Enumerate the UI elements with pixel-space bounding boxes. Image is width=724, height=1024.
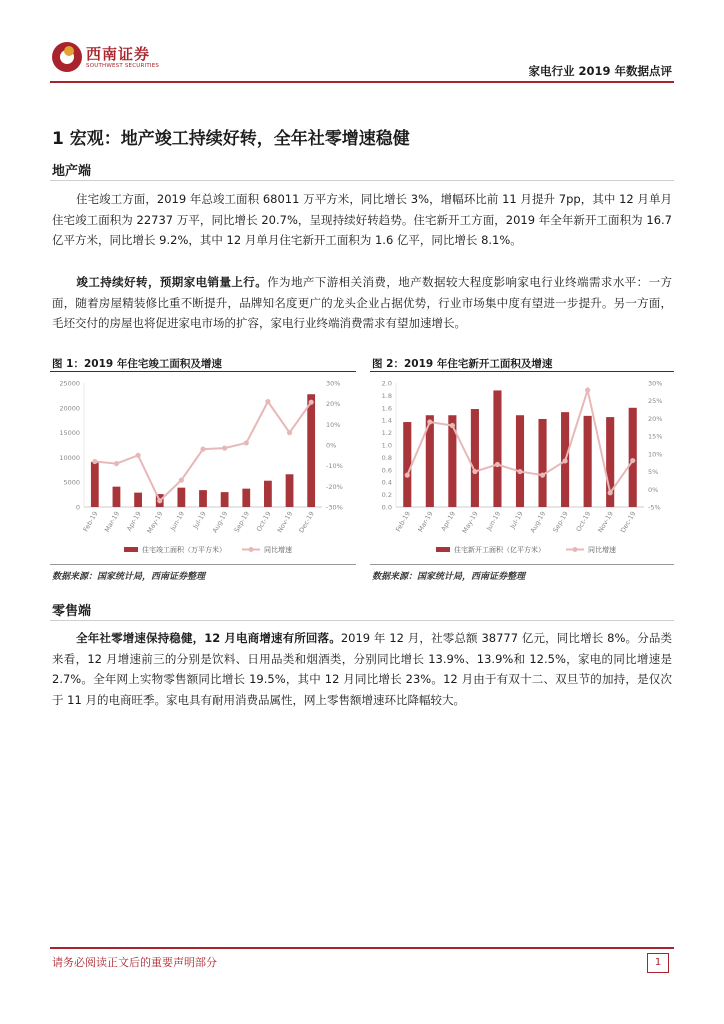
- legend-line-label: 同比增速: [264, 546, 292, 554]
- y-right-tick-label: 0%: [326, 441, 337, 450]
- x-tick-label: Sep-19: [551, 510, 570, 534]
- line-point: [309, 400, 314, 405]
- paragraph-lead: 全年社零增速保持稳健，12 月电商增速有所回落。: [76, 631, 341, 645]
- y-right-tick-label: -30%: [326, 503, 343, 512]
- line-point: [540, 473, 545, 478]
- real-estate-heading: 地产端: [52, 164, 92, 179]
- line-point: [450, 423, 455, 428]
- x-tick-label: Oct-19: [254, 510, 273, 533]
- bar-mark: [471, 409, 479, 507]
- x-tick-label: Jul-19: [508, 510, 525, 530]
- y-right-tick-label: 30%: [648, 379, 663, 388]
- y-right-tick-label: 15%: [648, 432, 663, 441]
- company-logo: [52, 42, 172, 76]
- legend-line-point: [249, 547, 254, 552]
- y-left-tick-label: 0: [75, 503, 80, 512]
- legend-bar-label: 住宅新开工面积（亿平方米）: [454, 546, 545, 554]
- legend-line-point: [573, 547, 578, 552]
- bar-mark: [286, 474, 294, 507]
- y-left-tick-label: 10000: [59, 453, 80, 462]
- legend-bar-swatch: [436, 547, 450, 552]
- line-point: [92, 459, 97, 464]
- y-left-tick-label: 2.0: [381, 379, 392, 388]
- paragraph-lead: 竣工持续好转，预期家电销量上行。: [76, 275, 268, 289]
- line-point: [157, 498, 162, 503]
- line-point: [265, 399, 270, 404]
- x-tick-label: Feb-19: [394, 510, 413, 534]
- y-left-tick-label: 1.8: [381, 391, 392, 400]
- y-right-tick-label: 5%: [648, 468, 659, 477]
- retail-paragraph: 全年社零增速保持稳健，12 月电商增速有所回落。2019 年 12 月，社零总额 38777 亿元，同比增长 8%。分品类来看，12 月增速前三的分别是饮料、日用品类和烟酒类，分别同比增长 13.9%、13.9%和 12.5%，家电的同比增速是 2.7%。全年网上实物零售额同比增长 19.5%，其中 12 月同比增长 23%。12 月由于有双十二、双旦节的加持，是仅次于 11 月的电商旺季。家电具有耐用消费品属性，网上零售额增速环比降幅较大。: [52, 631, 672, 707]
- line-point: [114, 461, 119, 466]
- real-estate-paragraph-2: 竣工持续好转，预期家电销量上行。作为地产下游相关消费，地产数据较大程度影响家电行业终端需求水平：一方面，随着房屋精装修比重不断提升，品牌知名度更广的龙头企业占据优势，行业市场集中度有望进一步提升。另一方面，毛坯交付的房屋也将促进家电市场的扩容，家电行业终端消费需求有望加速增长。: [52, 275, 672, 330]
- header-divider: [50, 81, 674, 83]
- bar-mark: [134, 493, 142, 507]
- figure-1-bottom-rule: [50, 564, 356, 565]
- y-left-tick-label: 0.6: [381, 466, 392, 475]
- x-tick-label: Apr-19: [439, 510, 458, 533]
- line-point: [222, 446, 227, 451]
- y-right-tick-label: -10%: [326, 462, 343, 471]
- y-right-tick-label: -5%: [648, 503, 661, 512]
- x-tick-label: Jun-19: [168, 510, 187, 532]
- line-point: [472, 469, 477, 474]
- x-tick-label: Aug-19: [210, 510, 230, 535]
- y-left-tick-label: 0.2: [381, 491, 392, 500]
- figure-1-title: 图 1：2019 年住宅竣工面积及增速: [52, 358, 222, 370]
- x-tick-label: May-19: [145, 510, 165, 535]
- x-tick-label: Dec-19: [297, 510, 316, 535]
- y-right-tick-label: 10%: [648, 450, 663, 459]
- x-tick-label: Nov-19: [275, 510, 295, 535]
- line-point: [427, 419, 432, 424]
- bar-mark: [199, 490, 207, 507]
- y-right-tick-label: 20%: [648, 414, 663, 423]
- legend-line-label: 同比增速: [588, 546, 616, 554]
- y-left-tick-label: 5000: [63, 478, 80, 487]
- figure-2-title: 图 2：2019 年住宅新开工面积及增速: [372, 358, 553, 370]
- logo-mark-icon: [52, 42, 82, 72]
- heading-divider: [50, 620, 674, 621]
- y-left-tick-label: 0.4: [381, 478, 392, 487]
- y-right-tick-label: 30%: [326, 379, 341, 388]
- y-right-tick-label: -20%: [326, 482, 343, 491]
- x-tick-label: Mar-19: [103, 510, 122, 534]
- x-tick-label: Jun-19: [484, 510, 503, 532]
- y-left-tick-label: 25000: [59, 379, 80, 388]
- bar-mark: [242, 489, 250, 507]
- line-point: [135, 453, 140, 458]
- x-tick-label: May-19: [460, 510, 480, 535]
- figure-2-bottom-rule: [370, 564, 674, 565]
- figure-1-source: 数据来源：国家统计局，西南证券整理: [52, 572, 206, 582]
- x-tick-label: Aug-19: [528, 510, 548, 535]
- bar-mark: [113, 487, 121, 507]
- line-point: [562, 458, 567, 463]
- heading-divider: [50, 180, 674, 181]
- x-tick-label: Mar-19: [416, 510, 435, 534]
- line-point: [179, 478, 184, 483]
- figure-2-chart: [370, 374, 674, 564]
- x-tick-label: Jul-19: [191, 510, 208, 530]
- y-left-tick-label: 1.0: [381, 441, 392, 450]
- bar-mark: [493, 390, 501, 507]
- bar-mark: [221, 492, 229, 507]
- x-tick-label: Dec-19: [618, 510, 638, 535]
- y-left-tick-label: 1.4: [381, 416, 392, 425]
- bar-mark: [177, 488, 185, 507]
- line-point: [585, 387, 590, 392]
- line-point: [517, 469, 522, 474]
- disclaimer-note: 请务必阅读正文后的重要声明部分: [52, 956, 217, 969]
- y-right-tick-label: 10%: [326, 420, 341, 429]
- y-left-tick-label: 20000: [59, 404, 80, 413]
- bar-mark: [516, 415, 524, 507]
- y-left-tick-label: 0.8: [381, 453, 392, 462]
- x-tick-label: Apr-19: [125, 510, 143, 533]
- line-point: [287, 430, 292, 435]
- legend-bar-swatch: [124, 547, 138, 552]
- line-point: [630, 458, 635, 463]
- footer-divider: [50, 947, 674, 949]
- real-estate-paragraph-1: 住宅竣工方面，2019 年总竣工面积 68011 万平方米，同比增长 3%，增幅环比前 11 月提升 7pp，其中 12 月单月住宅竣工面积为 22737 万平，同比增长 20.7%，呈现持续好转趋势。住宅新开工方面，2019 年全年新开工面积为 16.7 亿平方米，同比增长 9.2%，其中 12 月单月住宅新开工面积为 1.6 亿平，同比增长 8.1%。: [52, 192, 672, 247]
- line-point: [608, 490, 613, 495]
- bar-mark: [264, 481, 272, 507]
- x-tick-label: Feb-19: [81, 510, 100, 534]
- line-point: [244, 440, 249, 445]
- y-right-tick-label: 25%: [648, 397, 663, 406]
- x-tick-label: Nov-19: [596, 510, 615, 535]
- logo-cn-text: 西南证券: [86, 45, 151, 63]
- line-point: [495, 462, 500, 467]
- bar-mark: [91, 462, 99, 507]
- bar-mark: [538, 419, 546, 507]
- line-point: [405, 473, 410, 478]
- figure-2-top-rule: [370, 371, 674, 372]
- y-left-tick-label: 1.6: [381, 404, 392, 413]
- y-left-tick-label: 0.0: [381, 503, 392, 512]
- legend-bar-label: 住宅竣工面积（万平方米）: [142, 546, 226, 554]
- bar-mark: [403, 422, 411, 507]
- figure-1-chart: [50, 374, 356, 564]
- figure-2-source: 数据来源：国家统计局，西南证券整理: [372, 572, 526, 582]
- x-tick-label: Sep-19: [232, 510, 252, 534]
- bar-mark: [307, 394, 315, 507]
- retail-heading: 零售端: [52, 604, 92, 619]
- y-right-tick-label: 0%: [648, 485, 659, 494]
- logo-en-text: SOUTHWEST SECURITIES: [86, 63, 160, 69]
- report-header-title: 家电行业 2019 年数据点评: [528, 64, 672, 78]
- x-tick-label: Oct-19: [574, 510, 593, 533]
- figure-1-top-rule: [50, 371, 356, 372]
- y-right-tick-label: 20%: [326, 400, 341, 409]
- page-number: 1: [647, 953, 669, 973]
- bar-mark: [584, 416, 592, 507]
- section-title: 1 宏观：地产竣工持续好转，全年社零增速稳健: [52, 129, 410, 149]
- line-point: [200, 447, 205, 452]
- y-left-tick-label: 1.2: [381, 429, 392, 438]
- bar-mark: [448, 415, 456, 507]
- y-left-tick-label: 15000: [59, 429, 80, 438]
- bar-mark: [629, 408, 637, 507]
